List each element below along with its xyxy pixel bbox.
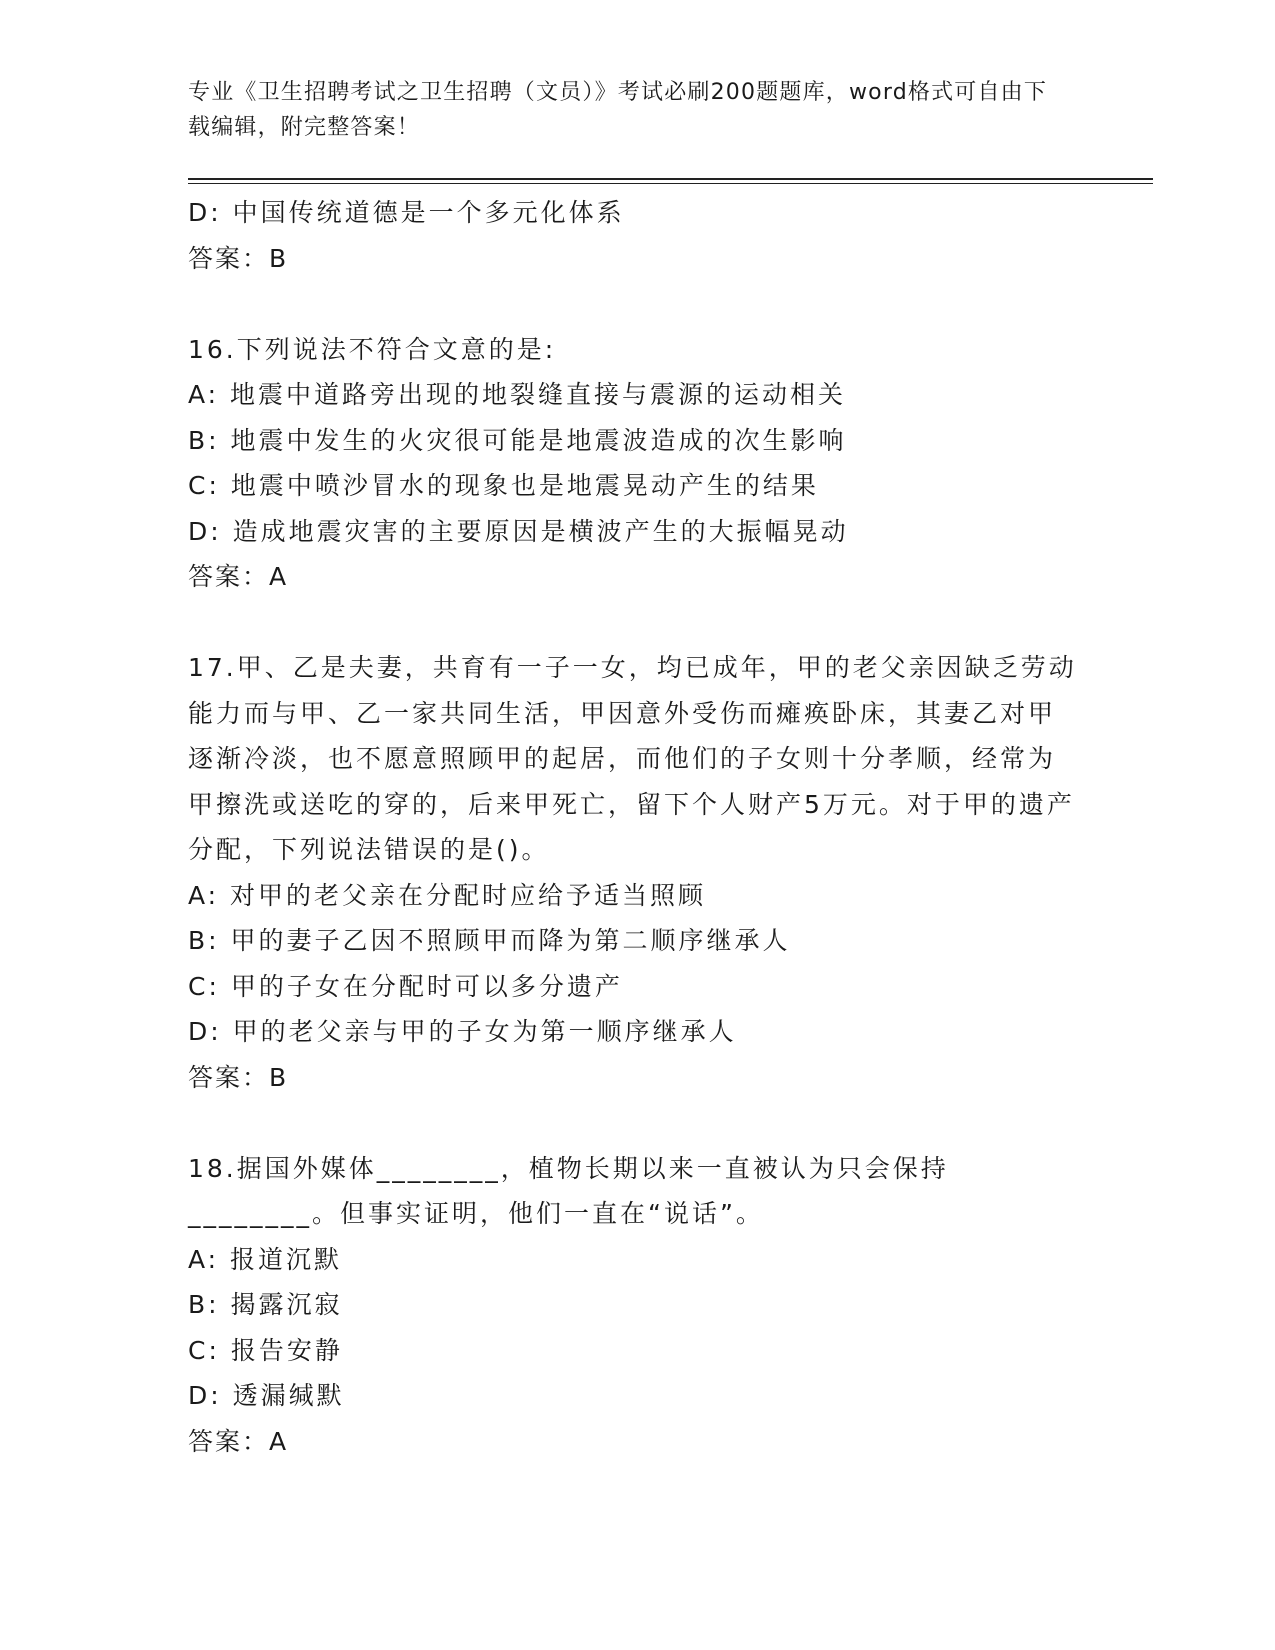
option-a: A: 对甲的老父亲在分配时应给予适当照顾 xyxy=(188,880,707,910)
option-c: C: 甲的子女在分配时可以多分遗产 xyxy=(188,971,623,1001)
option-a: A: 地震中道路旁出现的地裂缝直接与震源的运动相关 xyxy=(188,380,847,409)
question-stem: 17.甲、乙是夫妻，共育有一子一女，均已成年，甲的老父亲因缺乏劳动能力而与甲、乙一家共同生活，甲因意外受伤而瘫痪卧床，其妻乙对甲逐渐冷淡，也不愿意照顾甲的起居，而他们的子女则十分孝顺，经常为甲擦洗或送吃的穿的，后来甲死亡，留下个人财产5万元。对于甲的遗产分配，下列说法错误的是()。 xyxy=(188,653,1077,864)
option-d: D: 透漏缄默 xyxy=(188,1381,345,1410)
answer: 答案：A xyxy=(188,562,289,591)
q15-option-d: D: 中国传统道德是一个多元化体系 xyxy=(188,198,625,227)
spacer xyxy=(188,1100,1078,1146)
option-b: B: 揭露沉寂 xyxy=(188,1290,343,1319)
option-b: B: 甲的妻子乙因不照顾甲而降为第二顺序继承人 xyxy=(188,926,791,955)
spacer xyxy=(188,281,1078,327)
question-18 xyxy=(188,1146,1078,1465)
answer: 答案：B xyxy=(188,1062,289,1092)
question-17 xyxy=(188,645,1078,1100)
question-stem: 18.据国外媒体________，植物长期以来一直被认为只会保持________。但事实证明，他们一直在“说话”。 xyxy=(188,1153,949,1228)
spacer xyxy=(188,600,1078,646)
option-b: B: 地震中发生的火灾很可能是地震波造成的次生影响 xyxy=(188,425,847,455)
header-rule-thick xyxy=(188,178,1153,180)
option-c: C: 地震中喷沙冒水的现象也是地震晃动产生的结果 xyxy=(188,471,819,500)
question-list xyxy=(188,190,1078,1464)
option-a: A: 报道沉默 xyxy=(188,1244,343,1274)
question-16 xyxy=(188,327,1078,600)
q15-answer: 答案：B xyxy=(188,243,289,273)
answer: 答案：A xyxy=(188,1426,289,1456)
option-c: C: 报告安静 xyxy=(188,1335,343,1365)
option-d: D: 造成地震灾害的主要原因是横波产生的大振幅晃动 xyxy=(188,516,849,546)
option-d: D: 甲的老父亲与甲的子女为第一顺序继承人 xyxy=(188,1017,737,1046)
header-rule-thin xyxy=(188,183,1153,184)
page-header: 专业《卫生招聘考试之卫生招聘（文员）》考试必刷200题题库，word格式可自由下载编辑，附完整答案！ xyxy=(188,80,1048,140)
question-stem: 16.下列说法不符合文意的是: xyxy=(188,334,557,364)
